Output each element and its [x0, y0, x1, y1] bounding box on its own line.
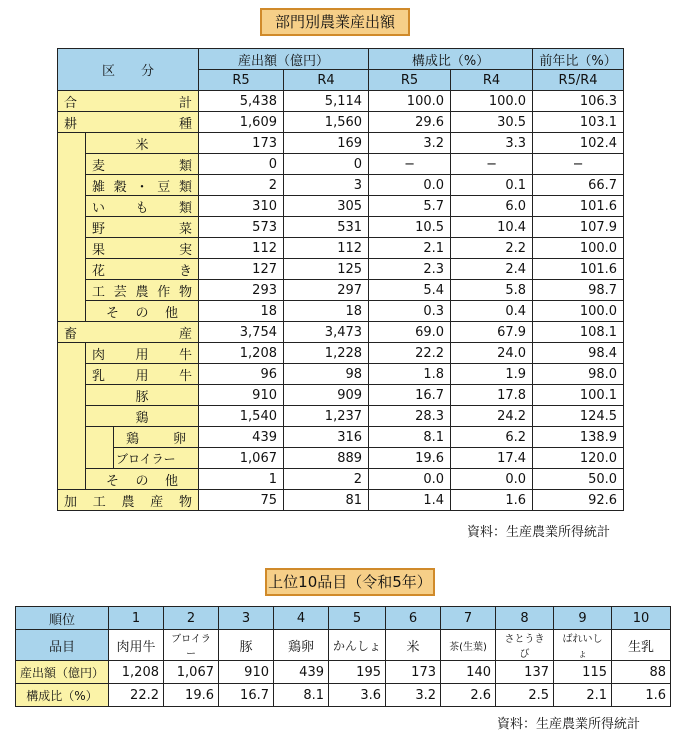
cell: 19.6 — [369, 448, 451, 469]
cell: 1,609 — [199, 112, 284, 133]
main-table-title: 部門別農業産出額 — [260, 8, 410, 36]
cell: 88 — [612, 661, 671, 684]
cell: 103.1 — [533, 112, 624, 133]
cell: 1,228 — [284, 343, 369, 364]
header-r4: R4 — [451, 70, 533, 91]
cell: 0.0 — [369, 469, 451, 490]
cell: 100.0 — [451, 91, 533, 112]
cell: 5.8 — [451, 280, 533, 301]
cell: 127 — [199, 259, 284, 280]
cell: 2 — [199, 175, 284, 196]
cell: 98.7 — [533, 280, 624, 301]
row-label-text: 果 実 — [92, 242, 192, 258]
table-row — [58, 301, 624, 322]
cell: 50.0 — [533, 469, 624, 490]
cell: 1,067 — [199, 448, 284, 469]
cell: 910 — [219, 661, 274, 684]
row-label — [86, 280, 199, 301]
source-note: 資料：生産農業所得統計 — [467, 525, 611, 540]
cell: 2.4 — [451, 259, 533, 280]
cell: 81 — [284, 490, 369, 511]
row-label-text: 雑 穀 ・ 豆 類 — [92, 179, 192, 195]
rank-table-title: 上位10品目（令和5年） — [265, 568, 435, 596]
row-label: 構成比（%） — [16, 684, 109, 707]
cell: 24.2 — [451, 406, 533, 427]
cell: 1.6 — [451, 490, 533, 511]
cell: 2 — [284, 469, 369, 490]
cell: 1 — [109, 607, 164, 630]
cell: 98 — [284, 364, 369, 385]
row-label-text: 工 芸 農 作 物 — [92, 284, 192, 300]
cell: 98.4 — [533, 343, 624, 364]
cell: 茶(生葉) — [441, 630, 496, 661]
row-label: 豚 — [86, 385, 199, 406]
row-label — [86, 175, 199, 196]
cell: 3 — [219, 607, 274, 630]
cell: 169 — [284, 133, 369, 154]
cell: 0.1 — [451, 175, 533, 196]
row-label-text: 加 工 農 産 物 — [64, 494, 192, 510]
cell: 3,754 — [199, 322, 284, 343]
row-label-text: 花 き — [92, 263, 192, 279]
cell: ばれいしょ — [554, 630, 612, 661]
indent-cell — [58, 133, 86, 322]
row-label-text: 乳 用 牛 — [92, 368, 192, 384]
cell: 8.1 — [369, 427, 451, 448]
cell: 1.8 — [369, 364, 451, 385]
table-row — [58, 427, 624, 448]
table-row — [58, 406, 624, 427]
row-label-text: 耕 種 — [64, 116, 192, 132]
header-yoy: 前年比（%） — [533, 49, 624, 70]
cell: 鶏卵 — [274, 630, 329, 661]
cell: 138.9 — [533, 427, 624, 448]
row-label — [86, 196, 199, 217]
cell: − — [451, 154, 533, 175]
row-label: ブロイラー — [114, 448, 199, 469]
cell: 2.2 — [451, 238, 533, 259]
cell: 316 — [284, 427, 369, 448]
cell: 1,560 — [284, 112, 369, 133]
cell: 108.1 — [533, 322, 624, 343]
cell: 92.6 — [533, 490, 624, 511]
cell: 75 — [199, 490, 284, 511]
cell: 112 — [284, 238, 369, 259]
cell: 100.0 — [533, 238, 624, 259]
cell: 16.7 — [219, 684, 274, 707]
cell: 100.0 — [369, 91, 451, 112]
cell: 293 — [199, 280, 284, 301]
cell: 米 — [386, 630, 441, 661]
cell: 1.9 — [451, 364, 533, 385]
cell: 909 — [284, 385, 369, 406]
row-label: 米 — [86, 133, 199, 154]
cell: 8 — [496, 607, 554, 630]
cell: 96 — [199, 364, 284, 385]
cell: 439 — [199, 427, 284, 448]
indent-cell — [58, 343, 86, 490]
cell: 106.3 — [533, 91, 624, 112]
row-label-text: い も 類 — [92, 200, 192, 216]
row-label-text: そ の 他 — [106, 305, 178, 321]
table-row — [58, 154, 624, 175]
cell: 17.4 — [451, 448, 533, 469]
row-label — [58, 112, 199, 133]
cell: 5,114 — [284, 91, 369, 112]
indent-cell — [86, 427, 114, 469]
row-label — [86, 469, 199, 490]
cell: 24.0 — [451, 343, 533, 364]
rank-row — [16, 607, 671, 630]
cell: 310 — [199, 196, 284, 217]
cell: さとうきび — [496, 630, 554, 661]
cell: 115 — [554, 661, 612, 684]
cell: 豚 — [219, 630, 274, 661]
row-label — [114, 427, 199, 448]
cell: 5.4 — [369, 280, 451, 301]
header-r5: R5 — [369, 70, 451, 91]
row-label — [58, 91, 199, 112]
cell: 100.1 — [533, 385, 624, 406]
cell: 22.2 — [109, 684, 164, 707]
cell: 2.3 — [369, 259, 451, 280]
table-row — [58, 322, 624, 343]
row-label — [86, 154, 199, 175]
header-r4: R4 — [284, 70, 369, 91]
row-label-text: 合 計 — [64, 95, 192, 111]
output-by-sector-table — [57, 48, 624, 511]
cell: 66.7 — [533, 175, 624, 196]
cell: 1.4 — [369, 490, 451, 511]
cell: 124.5 — [533, 406, 624, 427]
table-row — [58, 238, 624, 259]
cell: 1,237 — [284, 406, 369, 427]
cell: 22.2 — [369, 343, 451, 364]
cell: 肉用牛 — [109, 630, 164, 661]
cell: 5 — [329, 607, 386, 630]
row-label: 鶏 — [86, 406, 199, 427]
row-label-text: 鶏 卵 — [126, 431, 186, 447]
table-row — [58, 196, 624, 217]
cell: 0.3 — [369, 301, 451, 322]
cell: 112 — [199, 238, 284, 259]
row-label-text: 麦 類 — [92, 158, 192, 174]
cell: 1,067 — [164, 661, 219, 684]
cell: ブロイラー — [164, 630, 219, 661]
top10-table — [15, 606, 671, 707]
cell: 67.9 — [451, 322, 533, 343]
share-row — [16, 684, 671, 707]
cell: 8.1 — [274, 684, 329, 707]
cell: 0.0 — [451, 469, 533, 490]
header-r5r4: R5/R4 — [533, 70, 624, 91]
cell: 生乳 — [612, 630, 671, 661]
header-composition: 構成比（%） — [369, 49, 533, 70]
table-row — [58, 259, 624, 280]
header-output: 産出額（億円） — [199, 49, 369, 70]
cell: 2 — [164, 607, 219, 630]
cell: 173 — [199, 133, 284, 154]
cell: 573 — [199, 217, 284, 238]
cell: 1 — [199, 469, 284, 490]
cell: 297 — [284, 280, 369, 301]
cell: 0 — [284, 154, 369, 175]
cell: 1,208 — [109, 661, 164, 684]
table-row — [58, 91, 624, 112]
cell: 439 — [274, 661, 329, 684]
cell: 100.0 — [533, 301, 624, 322]
row-label — [86, 259, 199, 280]
cell: 1.6 — [612, 684, 671, 707]
cell: − — [533, 154, 624, 175]
cell: 3.2 — [369, 133, 451, 154]
cell: 16.7 — [369, 385, 451, 406]
cell: 98.0 — [533, 364, 624, 385]
cell: 3.2 — [386, 684, 441, 707]
row-label: 品目 — [16, 630, 109, 661]
row-label: 順位 — [16, 607, 109, 630]
cell: 3.6 — [329, 684, 386, 707]
cell: 0 — [199, 154, 284, 175]
table-row — [58, 490, 624, 511]
row-label — [86, 217, 199, 238]
table-row — [58, 469, 624, 490]
cell: 9 — [554, 607, 612, 630]
cell: 5,438 — [199, 91, 284, 112]
row-label — [86, 364, 199, 385]
cell: 18 — [199, 301, 284, 322]
cell: 10.5 — [369, 217, 451, 238]
source-note: 資料：生産農業所得統計 — [497, 717, 641, 732]
cell: かんしょ — [329, 630, 386, 661]
row-label — [58, 490, 199, 511]
cell: 910 — [199, 385, 284, 406]
cell: 140 — [441, 661, 496, 684]
table-row — [58, 343, 624, 364]
row-label: 産出額（億円） — [16, 661, 109, 684]
cell: 1,540 — [199, 406, 284, 427]
cell: 30.5 — [451, 112, 533, 133]
table-row — [58, 112, 624, 133]
cell: 69.0 — [369, 322, 451, 343]
cell: 2.1 — [369, 238, 451, 259]
cell: 29.6 — [369, 112, 451, 133]
cell: 17.8 — [451, 385, 533, 406]
cell: 2.1 — [554, 684, 612, 707]
row-label — [58, 322, 199, 343]
cell: 101.6 — [533, 196, 624, 217]
cell: 173 — [386, 661, 441, 684]
cell: 120.0 — [533, 448, 624, 469]
row-label — [86, 301, 199, 322]
cell: 5.7 — [369, 196, 451, 217]
cell: 305 — [284, 196, 369, 217]
cell: 0.0 — [369, 175, 451, 196]
cell: 125 — [284, 259, 369, 280]
cell: 4 — [274, 607, 329, 630]
value-row — [16, 661, 671, 684]
cell: 6.0 — [451, 196, 533, 217]
cell: 889 — [284, 448, 369, 469]
cell: − — [369, 154, 451, 175]
cell: 531 — [284, 217, 369, 238]
cell: 101.6 — [533, 259, 624, 280]
row-label-text: 肉 用 牛 — [92, 347, 192, 363]
cell: 195 — [329, 661, 386, 684]
header-r5: R5 — [199, 70, 284, 91]
cell: 0.4 — [451, 301, 533, 322]
table-row — [58, 217, 624, 238]
table-row — [58, 133, 624, 154]
table-row — [58, 175, 624, 196]
table-row — [58, 280, 624, 301]
cell: 10 — [612, 607, 671, 630]
cell: 2.6 — [441, 684, 496, 707]
table-row — [58, 448, 624, 469]
cell: 28.3 — [369, 406, 451, 427]
cell: 1,208 — [199, 343, 284, 364]
cell: 2.5 — [496, 684, 554, 707]
cell: 3,473 — [284, 322, 369, 343]
row-label-text: そ の 他 — [106, 473, 178, 489]
table-row — [58, 364, 624, 385]
cell: 107.9 — [533, 217, 624, 238]
row-label-text: 野 菜 — [92, 221, 192, 237]
table-row — [58, 385, 624, 406]
cell: 18 — [284, 301, 369, 322]
row-label — [86, 238, 199, 259]
cell: 10.4 — [451, 217, 533, 238]
row-label — [86, 343, 199, 364]
cell: 3 — [284, 175, 369, 196]
cell: 6 — [386, 607, 441, 630]
cell: 3.3 — [451, 133, 533, 154]
item-row — [16, 630, 671, 661]
cell: 137 — [496, 661, 554, 684]
cell: 19.6 — [164, 684, 219, 707]
cell: 6.2 — [451, 427, 533, 448]
cell: 102.4 — [533, 133, 624, 154]
cell: 7 — [441, 607, 496, 630]
row-label-text: 畜 産 — [64, 326, 192, 342]
header-category: 区 分 — [58, 49, 199, 91]
